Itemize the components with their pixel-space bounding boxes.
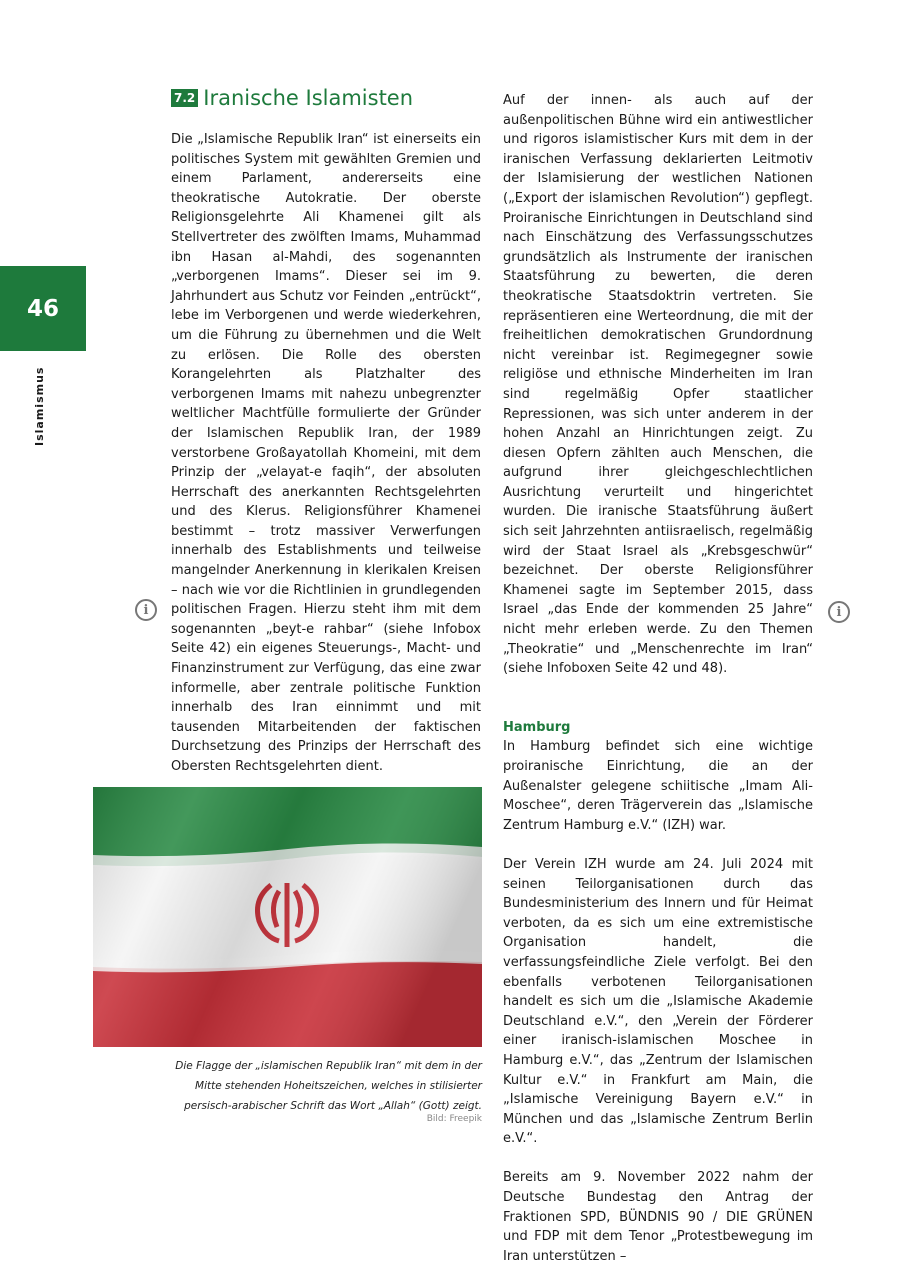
info-icon[interactable] [828, 601, 850, 623]
body-paragraph: Auf der innen- als auch auf der außenpolitischen Bühne wird ein antiwestlicher und rigoros islamistischer Kurs mit dem in der iranischen Verfassung deklarierten Leitmotiv der Islamisierung der westlichen Nationen („Export der islamischen Revolution“) gepflegt. Proiranische Einrichtungen in Deutschland sind nach Einschätzung des Verfassungsschutzes grundsätzlich als Instrumente der iranischen Staatsführung zu bewerten, die deren theokratische Staatsdoktrin vertreten. Sie repräsentieren eine Werteordnung, die mit der freiheitlichen demokratischen Grundordnung nicht vereinbar ist. Regimegegner sowie religiöse und ethnische Minderheiten im Iran sind regelmäßig Opfer staatlicher Repressionen, was sich unter anderem in der hohen Anzahl an Hinrichtungen zeigt. Zu diesen Opfern zählten auch Menschen, die aufgrund ihrer gleichgeschlechtlichen Ausrichtung verurteilt und hingerichtet wurden. Die iranische Staatsführung äußert sich seit Jahrzehnten antiisraelisch, regelmäßig wird der Staat Israel als „Krebsgeschwür“ bezeichnet. Der oberste Religionsführer Khamenei sagte im September 2015, dass Israel „das Ende der kommenden 25 Jahre“ nicht mehr erleben werde. Zu den Themen „Theokratie“ und „Menschenrechte im Iran“ (siehe Infoboxen Seite 42 und 48). [503, 93, 813, 677]
info-glyph: i [836, 604, 842, 620]
body-paragraph: In Hamburg befindet sich eine wichtige proiranische Einrichtung, die an der Außenalster gelegene schiitische „Imam Ali-Moschee“, deren Trägerverein das „Islamische Zentrum Hamburg e.V.“ (IZH) war. [503, 739, 813, 833]
info-glyph: i [143, 602, 149, 618]
section-number-badge: 7.2 [171, 89, 198, 107]
subheading-hamburg: Hamburg [503, 719, 571, 735]
section-title: Iranische Islamisten [203, 86, 414, 110]
section-heading [171, 86, 413, 110]
right-column [503, 91, 813, 1266]
figure-caption: Die Flagge der „islamischen Republik Iran“ mit dem in der Mitte stehenden Hoheitszeichen, welches in stilisierter persisch-arabischer Schrift das Wort „Allah“ (Gott) zeigt. [175, 1060, 482, 1112]
page-number: 46 [26, 295, 59, 322]
body-paragraph: Der Verein IZH wurde am 24. Juli 2024 mit seinen Teilorganisationen durch das Bundesministerium des Innern und für Heimat verboten, da es sich um eine extremistische Organisation handelt, die verfassungsfeindliche Ziele verfolgt. Bei den ebenfalls verbotenen Teilorganisationen handelt es sich um die „Islamische Akademie Deutschland e.V.“, den „Verein der Förderer einer iranisch-islamischen Moschee in Hamburg e.V.“, das „Zentrum der Islamischen Kultur e.V.“ in Frankfurt am Main, die „Islamische Vereinigung Bayern e.V.“ in München und das „Islamische Zentrum Berlin e.V.“. [503, 856, 813, 1147]
info-icon[interactable] [135, 599, 157, 621]
section-label: Islamismus [33, 366, 46, 446]
figure-credit: Bild: Freepik [426, 1114, 482, 1124]
left-column [171, 130, 481, 777]
body-paragraph: Bereits am 9. November 2022 nahm der Deutsche Bundestag den Antrag der Fraktionen SPD, BÜNDNIS 90 / DIE GRÜNEN und FDP mit dem Tenor „Protestbewegung im Iran unterstützen – [503, 1170, 813, 1264]
body-paragraph: Die „Islamische Republik Iran“ ist einerseits ein politisches System mit gewählten Gremien und einem Parlament, andererseits eine theokratische Autokratie. Der oberste Religionsgelehrte Ali Khamenei gilt als Stellvertreter des zwölften Imams, Muhammad ibn Hasan al-Mahdi, des sogenannten „verborgenen Imams“. Dieser sei im 9. Jahrhundert aus Schutz vor Feinden „entrückt“, lebe im Verborgenen und werde wiederkehren, um die Führung zu übernehmen und die Welt zu erlösen. Die Rolle des obersten Korangelehrten als Platzhalter des verborgenen Imams mit nahezu unbegrenzter weltlicher Machtfülle formulierte der Gründer der Islamischen Republik Iran, der 1989 verstorbene Großayatollah Khomeini, mit dem Prinzip der „velayat-e faqih“, der absoluten Herrschaft des anerkannten Rechtsgelehrten und des Klerus. Religionsführer Khamenei bestimmt – trotz massiver Verwerfungen innerhalb des Establishments und teilweise mangelnder Anerkennung in klerikalen Kreisen – nach wie vor die Richtlinien in grundlegenden politischen Fragen. Hierzu steht ihm mit dem sogenannten „beyt-e rahbar“ (siehe Infobox Seite 42) ein eigenes Steuerungs-, Macht- und Finanzinstrument zur Verfügung, das eine zwar informelle, aber zentrale politische Funktion innerhalb des Iran einnimmt und mit tausenden Mitarbeitenden der faktischen Durchsetzung des Prinzips der Herrschaft des Obersten Rechtsgelehrten dient. [171, 132, 481, 774]
page-number-tab [0, 266, 86, 351]
iran-flag-image [93, 787, 482, 1047]
iran-flag-svg [93, 787, 482, 1047]
